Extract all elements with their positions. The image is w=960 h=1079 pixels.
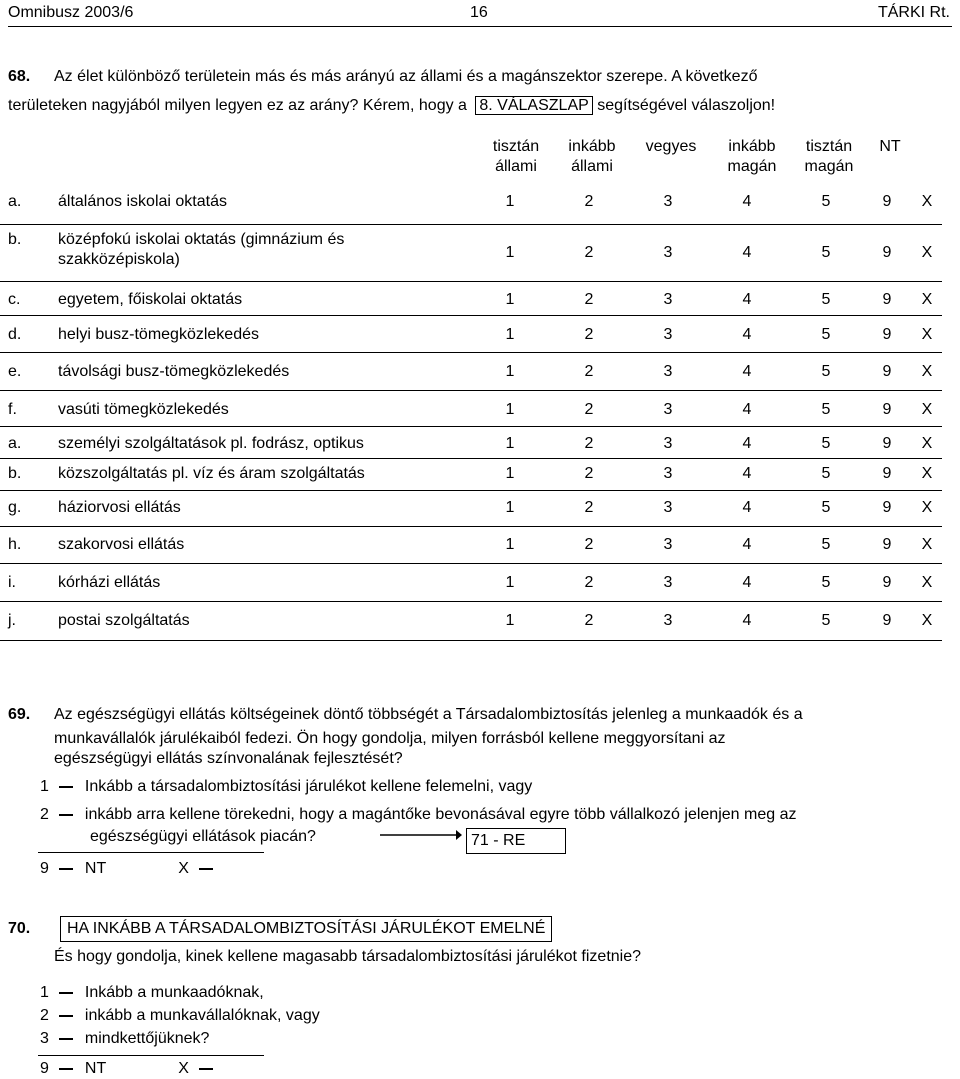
q70-question: És hogy gondolja, kinek kellene magasabb társadalombiztosítási járulékot fizetnie? (54, 948, 642, 965)
answer-code[interactable]: 9 (882, 612, 892, 629)
row-letter: h. (8, 536, 22, 553)
row-label (8, 362, 289, 382)
answer-code[interactable]: X (921, 401, 933, 418)
q70-divider (38, 1055, 264, 1056)
dash-icon (59, 992, 73, 994)
answer-code[interactable]: 3 (663, 435, 673, 452)
answer-code[interactable]: 4 (742, 499, 752, 516)
q69-option-2[interactable] (40, 806, 796, 824)
header-left: Omnibusz 2003/6 (8, 4, 134, 21)
answer-code[interactable]: 1 (505, 291, 515, 308)
answer-code[interactable]: 1 (505, 612, 515, 629)
nt-label: NT (84, 1060, 107, 1077)
answer-card-box: 8. VÁLASZLAP (475, 96, 592, 115)
answer-code[interactable]: X (921, 536, 933, 553)
q70-number: 70. (8, 920, 31, 937)
option-code: 1 (40, 778, 49, 795)
answer-code[interactable]: 1 (505, 363, 515, 380)
q70-option-nt[interactable] (40, 1060, 225, 1078)
answer-code[interactable]: 1 (505, 499, 515, 516)
answer-code[interactable]: X (921, 291, 933, 308)
answer-code[interactable]: 5 (821, 291, 831, 308)
q68-text-line2-end: segítségével válaszoljon! (597, 97, 776, 114)
answer-code[interactable]: 1 (505, 193, 515, 210)
row-letter: f. (8, 401, 17, 418)
answer-code[interactable]: 2 (584, 612, 594, 629)
q69-option-nt[interactable] (40, 860, 225, 878)
dash-icon (59, 1038, 73, 1040)
answer-code[interactable]: 3 (663, 612, 673, 629)
dash-icon (59, 1015, 73, 1017)
row-label (8, 611, 190, 631)
row-letter: a. (8, 193, 22, 210)
answer-code[interactable]: 3 (663, 536, 673, 553)
dash-icon (59, 1068, 73, 1070)
option-code: 9 (40, 860, 49, 877)
column-header-line1: tisztán (492, 138, 540, 155)
q69-divider (38, 852, 264, 853)
dash-icon (199, 1068, 213, 1070)
option-code: 9 (40, 1060, 49, 1077)
row-text: vasúti tömegközlekedés (58, 401, 229, 418)
answer-code[interactable]: 5 (821, 612, 831, 629)
answer-code[interactable]: 5 (821, 244, 831, 261)
row-letter: c. (8, 291, 21, 308)
row-label (8, 400, 229, 420)
answer-code[interactable]: 4 (742, 244, 752, 261)
q69-number: 69. (8, 706, 31, 723)
column-header-line1: vegyes (645, 138, 697, 155)
answer-code[interactable]: 2 (584, 363, 594, 380)
column-header-line1: inkább (568, 138, 616, 155)
answer-code[interactable]: 5 (821, 435, 831, 452)
answer-code[interactable]: X (921, 612, 933, 629)
row-letter: g. (8, 499, 22, 516)
option-text: mindkettőjüknek? (84, 1030, 210, 1047)
row-text-cont: szakközépiskola) (58, 251, 180, 268)
column-header (631, 137, 711, 157)
option-text: Inkább a munkaadóknak, (84, 984, 264, 1001)
option-text: inkább arra kellene törekedni, hogy a magántőke bevonásával egyre több vállalkozó jelenjen meg az (84, 806, 797, 823)
column-header-line2: magán (727, 158, 777, 175)
answer-code[interactable]: 4 (742, 574, 752, 591)
row-label (8, 434, 364, 454)
answer-code[interactable]: X (921, 193, 933, 210)
answer-code[interactable]: 3 (663, 291, 673, 308)
answer-code[interactable]: 3 (663, 244, 673, 261)
row-divider (0, 563, 942, 564)
answer-code[interactable]: 9 (882, 536, 892, 553)
row-letter: i. (8, 574, 16, 591)
answer-code[interactable]: 4 (742, 536, 752, 553)
q68-text-line2-start: területeken nagyjából milyen legyen ez az arány? Kérem, hogy a (8, 97, 467, 114)
q69-text-line3: egészségügyi ellátás színvonalának fejlesztését? (54, 750, 403, 767)
q68-number: 68. (8, 68, 31, 85)
row-text: helyi busz-tömegközlekedés (58, 326, 259, 343)
row-letter: d. (8, 326, 22, 343)
answer-code[interactable]: 5 (821, 401, 831, 418)
answer-code[interactable]: X (921, 465, 933, 482)
row-label (8, 464, 365, 484)
answer-code[interactable]: 2 (584, 465, 594, 482)
q69-text-line2: munkavállalók járulékaiból fedezi. Ön hogy gondolja, milyen forrásból kellene meggyorsítani az (54, 730, 726, 747)
header-rule (8, 26, 952, 27)
answer-code[interactable]: X (921, 499, 933, 516)
answer-code[interactable]: 5 (821, 326, 831, 343)
row-text: háziorvosi ellátás (58, 499, 181, 516)
q68-text-line1: Az élet különböző területein más és más arányú az állami és a magánszektor szerepe. A következő (54, 68, 758, 85)
answer-code[interactable]: 2 (584, 401, 594, 418)
row-label (8, 290, 242, 310)
answer-code[interactable]: 4 (742, 291, 752, 308)
row-letter: b. (8, 231, 22, 248)
row-divider (0, 526, 942, 527)
answer-code[interactable]: 1 (505, 401, 515, 418)
answer-code[interactable]: 4 (742, 193, 752, 210)
answer-code[interactable]: X (921, 574, 933, 591)
column-header-line1: NT (879, 138, 901, 155)
q70-filter-box: HA INKÁBB A TÁRSADALOMBIZTOSÍTÁSI JÁRULÉKOT EMELNÉ (60, 916, 552, 942)
answer-code[interactable]: 9 (882, 465, 892, 482)
answer-code[interactable]: 3 (663, 401, 673, 418)
page-number: 16 (470, 4, 488, 21)
answer-code[interactable]: 9 (882, 499, 892, 516)
answer-code[interactable]: 9 (882, 193, 892, 210)
row-divider (0, 426, 942, 427)
row-divider (0, 601, 942, 602)
answer-code[interactable]: 2 (584, 244, 594, 261)
answer-code[interactable]: 9 (882, 435, 892, 452)
answer-code[interactable]: 5 (821, 363, 831, 380)
answer-code[interactable]: 3 (663, 465, 673, 482)
row-label (8, 192, 227, 212)
q69-option-1[interactable] (40, 778, 532, 796)
answer-code[interactable]: 3 (663, 574, 673, 591)
dash-icon (59, 868, 73, 870)
row-divider (0, 640, 942, 641)
answer-code[interactable]: 4 (742, 326, 752, 343)
row-divider (0, 281, 942, 282)
answer-code[interactable]: 4 (742, 612, 752, 629)
dash-icon (59, 786, 73, 788)
answer-code[interactable]: 5 (821, 193, 831, 210)
answer-code[interactable]: 2 (584, 536, 594, 553)
row-text: középfokú iskolai oktatás (gimnázium és (58, 231, 345, 248)
row-label (8, 498, 181, 518)
x-label: X (178, 860, 189, 877)
row-text: közszolgáltatás pl. víz és áram szolgáltatás (58, 465, 365, 482)
answer-code[interactable]: 5 (821, 465, 831, 482)
column-header-line1: inkább (728, 138, 776, 155)
answer-code[interactable]: 4 (742, 435, 752, 452)
answer-code[interactable]: 2 (584, 499, 594, 516)
row-text: általános iskolai oktatás (58, 193, 227, 210)
row-text: személyi szolgáltatások pl. fodrász, optikus (58, 435, 364, 452)
column-header (552, 137, 632, 177)
answer-code[interactable]: 9 (882, 291, 892, 308)
answer-code[interactable]: 2 (584, 291, 594, 308)
answer-code[interactable]: X (921, 244, 933, 261)
answer-code[interactable]: 4 (742, 363, 752, 380)
option-text: Inkább a társadalombiztosítási járulékot kellene felemelni, vagy (84, 778, 533, 795)
q70-option[interactable] (40, 984, 264, 1002)
option-code: 1 (40, 984, 49, 1001)
answer-code[interactable]: 1 (505, 326, 515, 343)
answer-code[interactable]: 2 (584, 574, 594, 591)
dash-icon (59, 814, 73, 816)
row-divider (0, 490, 942, 491)
x-label: X (178, 1060, 189, 1077)
q70-option[interactable] (40, 1007, 320, 1025)
row-text: szakorvosi ellátás (58, 536, 185, 553)
column-header (850, 137, 930, 157)
row-label (8, 535, 184, 555)
column-header (712, 137, 792, 177)
answer-code[interactable]: 5 (821, 499, 831, 516)
row-divider (0, 458, 942, 459)
row-label (8, 325, 259, 345)
answer-code[interactable]: 9 (882, 574, 892, 591)
row-divider (0, 224, 942, 225)
row-text: távolsági busz-tömegközlekedés (58, 363, 290, 380)
answer-code[interactable]: 9 (882, 363, 892, 380)
row-label (8, 230, 344, 270)
row-letter: b. (8, 465, 22, 482)
answer-code[interactable]: 2 (584, 435, 594, 452)
answer-code[interactable]: 2 (584, 193, 594, 210)
answer-code[interactable]: 1 (505, 536, 515, 553)
column-header-line2: állami (495, 158, 537, 175)
row-text: egyetem, főiskolai oktatás (58, 291, 243, 308)
answer-code[interactable]: 1 (505, 435, 515, 452)
arrow-right-icon (380, 828, 462, 842)
answer-code[interactable]: X (921, 435, 933, 452)
answer-code[interactable]: 3 (663, 363, 673, 380)
option-code: 2 (40, 806, 49, 823)
option-code: 2 (40, 1007, 49, 1024)
answer-code[interactable]: X (921, 363, 933, 380)
row-label (8, 573, 160, 593)
answer-code[interactable]: 9 (882, 401, 892, 418)
row-divider (0, 390, 942, 391)
nt-label: NT (84, 860, 107, 877)
answer-code[interactable]: 2 (584, 326, 594, 343)
row-letter: j. (8, 612, 16, 629)
answer-code[interactable]: 1 (505, 244, 515, 261)
answer-code[interactable]: 4 (742, 465, 752, 482)
dash-icon (199, 868, 213, 870)
column-header (476, 137, 556, 177)
row-text: postai szolgáltatás (58, 612, 190, 629)
row-divider (0, 315, 942, 316)
column-header-line1: tisztán (805, 138, 853, 155)
answer-code[interactable]: 1 (505, 465, 515, 482)
answer-code[interactable]: 3 (663, 499, 673, 516)
q69-option-2-continued: egészségügyi ellátások piacán? (90, 828, 316, 845)
answer-code[interactable]: 3 (663, 326, 673, 343)
row-letter: a. (8, 435, 22, 452)
header-right: TÁRKI Rt. (877, 4, 950, 21)
option-text: inkább a munkavállalóknak, vagy (84, 1007, 320, 1024)
answer-code[interactable]: X (921, 326, 933, 343)
answer-code[interactable]: 9 (882, 244, 892, 261)
answer-code[interactable]: 4 (742, 401, 752, 418)
q69-text-line1: Az egészségügyi ellátás költségeinek döntő többségét a Társadalombiztosítás jelenleg a munkaadók és a (54, 706, 803, 723)
answer-code[interactable]: 1 (505, 574, 515, 591)
q70-option[interactable] (40, 1030, 209, 1048)
answer-code[interactable]: 5 (821, 536, 831, 553)
option-code: 3 (40, 1030, 49, 1047)
answer-code[interactable]: 9 (882, 326, 892, 343)
row-letter: e. (8, 363, 22, 380)
row-divider (0, 352, 942, 353)
row-text: kórházi ellátás (58, 574, 161, 591)
column-header-line2: magán (804, 158, 854, 175)
column-header-line2: állami (571, 158, 613, 175)
answer-code[interactable]: 5 (821, 574, 831, 591)
q68-text-line2 (8, 97, 775, 115)
skip-instruction-box: 71 - RE (466, 828, 566, 854)
answer-code[interactable]: 3 (663, 193, 673, 210)
